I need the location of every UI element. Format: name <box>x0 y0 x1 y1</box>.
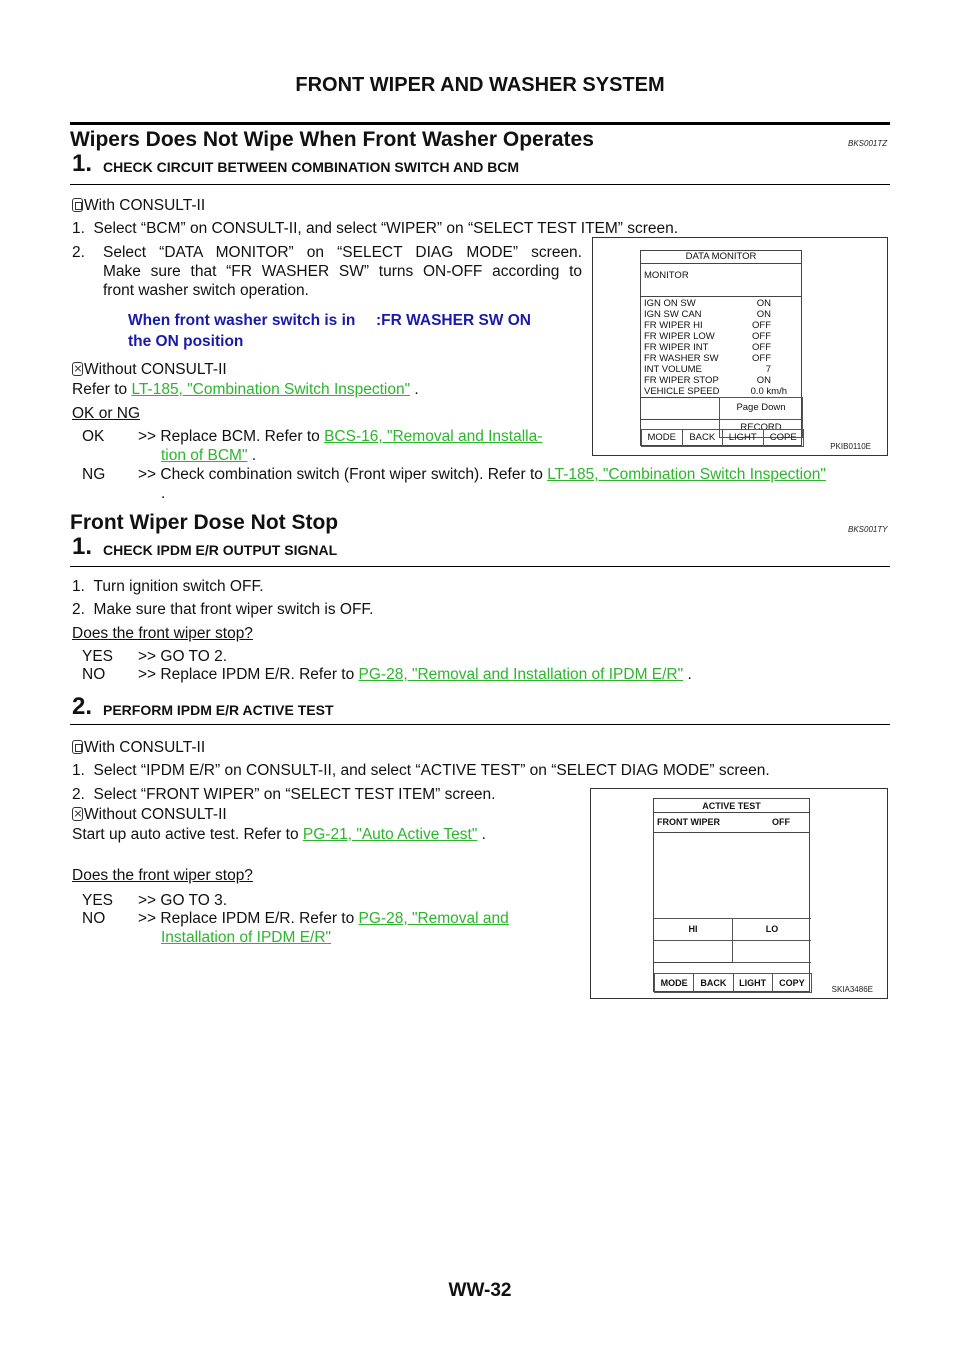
without-consult-text: Without CONSULT-II <box>84 361 227 378</box>
step-number: 1. <box>72 150 93 177</box>
with-consult-line <box>72 196 205 215</box>
hi-lo-row <box>654 919 809 941</box>
active-test-figure <box>590 788 888 999</box>
figure-code: SKIA3486E <box>831 985 873 994</box>
monitor-row-label: IGN ON SW <box>644 298 696 309</box>
ng-result <box>138 465 890 503</box>
page-header-title: FRONT WIPER AND WASHER SYSTEM <box>295 74 665 96</box>
no-text: >> Replace IPDM E/R. Refer to <box>138 910 359 927</box>
monitor-row <box>641 375 801 386</box>
condition-value: :FR WASHER SW ON <box>376 312 531 329</box>
spacer-row <box>654 963 809 973</box>
no-text: >> Replace IPDM E/R. Refer to <box>138 666 359 683</box>
condition-line-1: When front washer switch is in <box>128 312 356 329</box>
monitor-row-label: FR WASHER SW <box>644 353 719 364</box>
monitor-row <box>641 364 801 375</box>
with-consult-line <box>72 738 205 757</box>
lo-button[interactable]: LO <box>732 918 811 941</box>
page-down-button[interactable]: Page Down <box>719 397 803 420</box>
active-test-title: ACTIVE TEST <box>654 799 809 813</box>
ng-suffix: . <box>161 485 166 502</box>
no-result <box>138 665 692 684</box>
question: Does the front wiper stop? <box>72 625 253 642</box>
monitor-row-value: ON <box>756 375 771 386</box>
monitor-row-value: OFF <box>752 353 771 364</box>
monitor-row <box>641 386 801 397</box>
record-button[interactable]: RECORD <box>719 419 803 438</box>
without-consult-text: Without CONSULT-II <box>84 806 227 823</box>
section-2-title: Front Wiper Dose Not Stop <box>70 511 339 534</box>
monitor-row <box>641 342 801 353</box>
monitor-label: MONITOR <box>641 264 801 297</box>
with-consult-text: With CONSULT-II <box>84 739 206 756</box>
active-test-back-button[interactable]: BACK <box>693 973 733 993</box>
condition-label <box>128 310 355 352</box>
refer-suffix: . <box>410 381 419 398</box>
monitor-row-label: FR WIPER HI <box>644 320 703 331</box>
yes-text: >> GO TO 2. <box>138 648 228 665</box>
figure-code: PKIB0110E <box>830 442 871 451</box>
monitor-row-value: OFF <box>752 320 771 331</box>
start-line <box>72 825 486 844</box>
no-result <box>138 909 583 947</box>
hi-button[interactable]: HI <box>654 918 733 941</box>
step-number: 2. <box>72 693 93 720</box>
refer-prefix: Refer to <box>72 381 132 398</box>
data-monitor-title: DATA MONITOR <box>641 251 801 264</box>
monitor-back-button[interactable]: BACK <box>682 429 724 447</box>
monitor-row-value: ON <box>756 309 771 320</box>
refer-link[interactable]: LT-185, "Combination Switch Inspection" <box>131 381 411 398</box>
start-suffix: . <box>477 826 486 843</box>
active-test-item-row <box>654 813 809 833</box>
monitor-row-label: FR WIPER STOP <box>644 375 719 386</box>
data-monitor-screen <box>640 250 802 446</box>
page-number: WW-32 <box>448 1280 512 1301</box>
ok-text: >> Replace BCM. Refer to <box>138 428 325 445</box>
monitor-row <box>641 320 801 331</box>
ok-or-ng-heading: OK or NG <box>72 405 141 422</box>
ok-suffix: . <box>247 447 257 464</box>
consult-tool-icon <box>72 198 83 212</box>
active-test-copy-button[interactable]: COPY <box>772 973 812 993</box>
ok-link[interactable]: BCS-16, "Removal and Installa- <box>324 428 543 445</box>
instruction-1: 1. Turn ignition switch OFF. <box>72 578 264 595</box>
monitor-row-value: 7 <box>765 364 771 375</box>
no-label: NO <box>82 666 106 683</box>
blank-cell <box>732 940 811 963</box>
active-test-mode-button[interactable]: MODE <box>654 973 694 993</box>
instruction-2-line-2: Make sure that “FR WASHER SW” turns ON-OFF according to <box>103 263 582 280</box>
instruction-2-number: 2. <box>72 244 85 261</box>
with-consult-text: With CONSULT-II <box>84 197 206 214</box>
monitor-row <box>641 353 801 364</box>
monitor-rows <box>641 298 801 398</box>
instruction-2-line-3: front washer switch operation. <box>103 282 309 299</box>
monitor-row-value: OFF <box>752 342 771 353</box>
ng-label: NG <box>82 466 106 483</box>
monitor-row <box>641 298 801 309</box>
monitor-row <box>641 331 801 342</box>
yes-label: YES <box>82 648 114 665</box>
instruction-2: 2. Make sure that front wiper switch is OFF. <box>72 601 374 618</box>
section-code: BKS001TZ <box>848 139 888 148</box>
without-consult-line <box>72 805 227 824</box>
start-link[interactable]: PG-21, "Auto Active Test" <box>302 826 478 843</box>
active-test-screen <box>653 798 810 992</box>
instruction-2-text <box>103 243 582 300</box>
section-title: Wipers Does Not Wipe When Front Washer Operates <box>70 128 594 151</box>
ok-label: OK <box>82 428 105 445</box>
step-rule <box>70 566 890 567</box>
monitor-row <box>641 309 801 320</box>
instruction-2: 2. Select “FRONT WIPER” on “SELECT TEST ITEM” screen. <box>72 786 496 803</box>
ng-text: >> Check combination switch (Front wiper switch). Refer to <box>138 466 548 483</box>
step-number: 1. <box>72 533 93 560</box>
active-test-item-value: OFF <box>772 817 790 827</box>
yes-label: YES <box>82 892 114 909</box>
monitor-mode-button[interactable]: MODE <box>641 429 683 447</box>
instruction-2-line-1: Select “DATA MONITOR” on “SELECT DIAG MODE” screen. <box>103 244 582 261</box>
no-link[interactable]: PG-28, "Removal and Installation of IPDM E/R" <box>358 666 684 683</box>
no-label: NO <box>82 910 106 927</box>
header-rule <box>70 122 890 125</box>
no-tool-icon <box>72 362 83 376</box>
question-2: Does the front wiper stop? <box>72 867 253 884</box>
monitor-row-label: IGN SW CAN <box>644 309 702 320</box>
section-2-code: BKS001TY <box>848 525 888 534</box>
no-link[interactable]: PG-28, "Removal and <box>358 910 509 927</box>
instruction-1: 1. Select “BCM” on CONSULT-II, and select “WIPER” on “SELECT TEST ITEM” screen. <box>72 220 679 237</box>
no-tool-icon <box>72 807 83 821</box>
start-prefix: Start up auto active test. Refer to <box>72 826 303 843</box>
monitor-row-label: FR WIPER LOW <box>644 331 715 342</box>
step-rule <box>70 724 890 725</box>
ng-link[interactable]: LT-185, "Combination Switch Inspection" <box>547 466 826 483</box>
step-title: CHECK CIRCUIT BETWEEN COMBINATION SWITCH AND BCM <box>103 159 520 175</box>
monitor-light-button[interactable]: LIGHT <box>722 429 764 447</box>
blank-button-row <box>654 941 809 963</box>
active-test-button-row <box>654 973 809 992</box>
no-link-continued[interactable]: Installation of IPDM E/R" <box>161 929 332 946</box>
monitor-row-label: FR WIPER INT <box>644 342 709 353</box>
monitor-row-label: INT VOLUME <box>644 364 702 375</box>
monitor-button-row <box>641 429 801 447</box>
without-consult-line <box>72 360 227 379</box>
monitor-row-value: OFF <box>752 331 771 342</box>
active-test-light-button[interactable]: LIGHT <box>733 973 773 993</box>
monitor-cope-button[interactable]: COPE <box>763 429 805 447</box>
monitor-row-value: 0.0 km/h <box>750 386 787 397</box>
yes-text: >> GO TO 3. <box>138 892 228 909</box>
step-title: PERFORM IPDM E/R ACTIVE TEST <box>103 702 334 718</box>
monitor-row-label: VEHICLE SPEED <box>644 386 720 397</box>
page-down-row <box>641 398 801 420</box>
refer-line <box>72 380 419 399</box>
step-rule <box>70 184 890 185</box>
consult-tool-icon <box>72 740 83 754</box>
condition-line-2: the ON position <box>128 333 244 350</box>
monitor-row-value: ON <box>756 298 771 309</box>
active-test-blank-area <box>654 833 809 919</box>
ok-link-continued[interactable]: tion of BCM" <box>161 447 248 464</box>
step-title: CHECK IPDM E/R OUTPUT SIGNAL <box>103 542 338 558</box>
instruction-1: 1. Select “IPDM E/R” on CONSULT-II, and select “ACTIVE TEST” on “SELECT DIAG MODE” screen. <box>72 762 770 779</box>
no-suffix: . <box>683 666 692 683</box>
data-monitor-figure <box>592 237 888 456</box>
ok-result <box>138 427 583 465</box>
active-test-item: FRONT WIPER <box>657 817 720 827</box>
